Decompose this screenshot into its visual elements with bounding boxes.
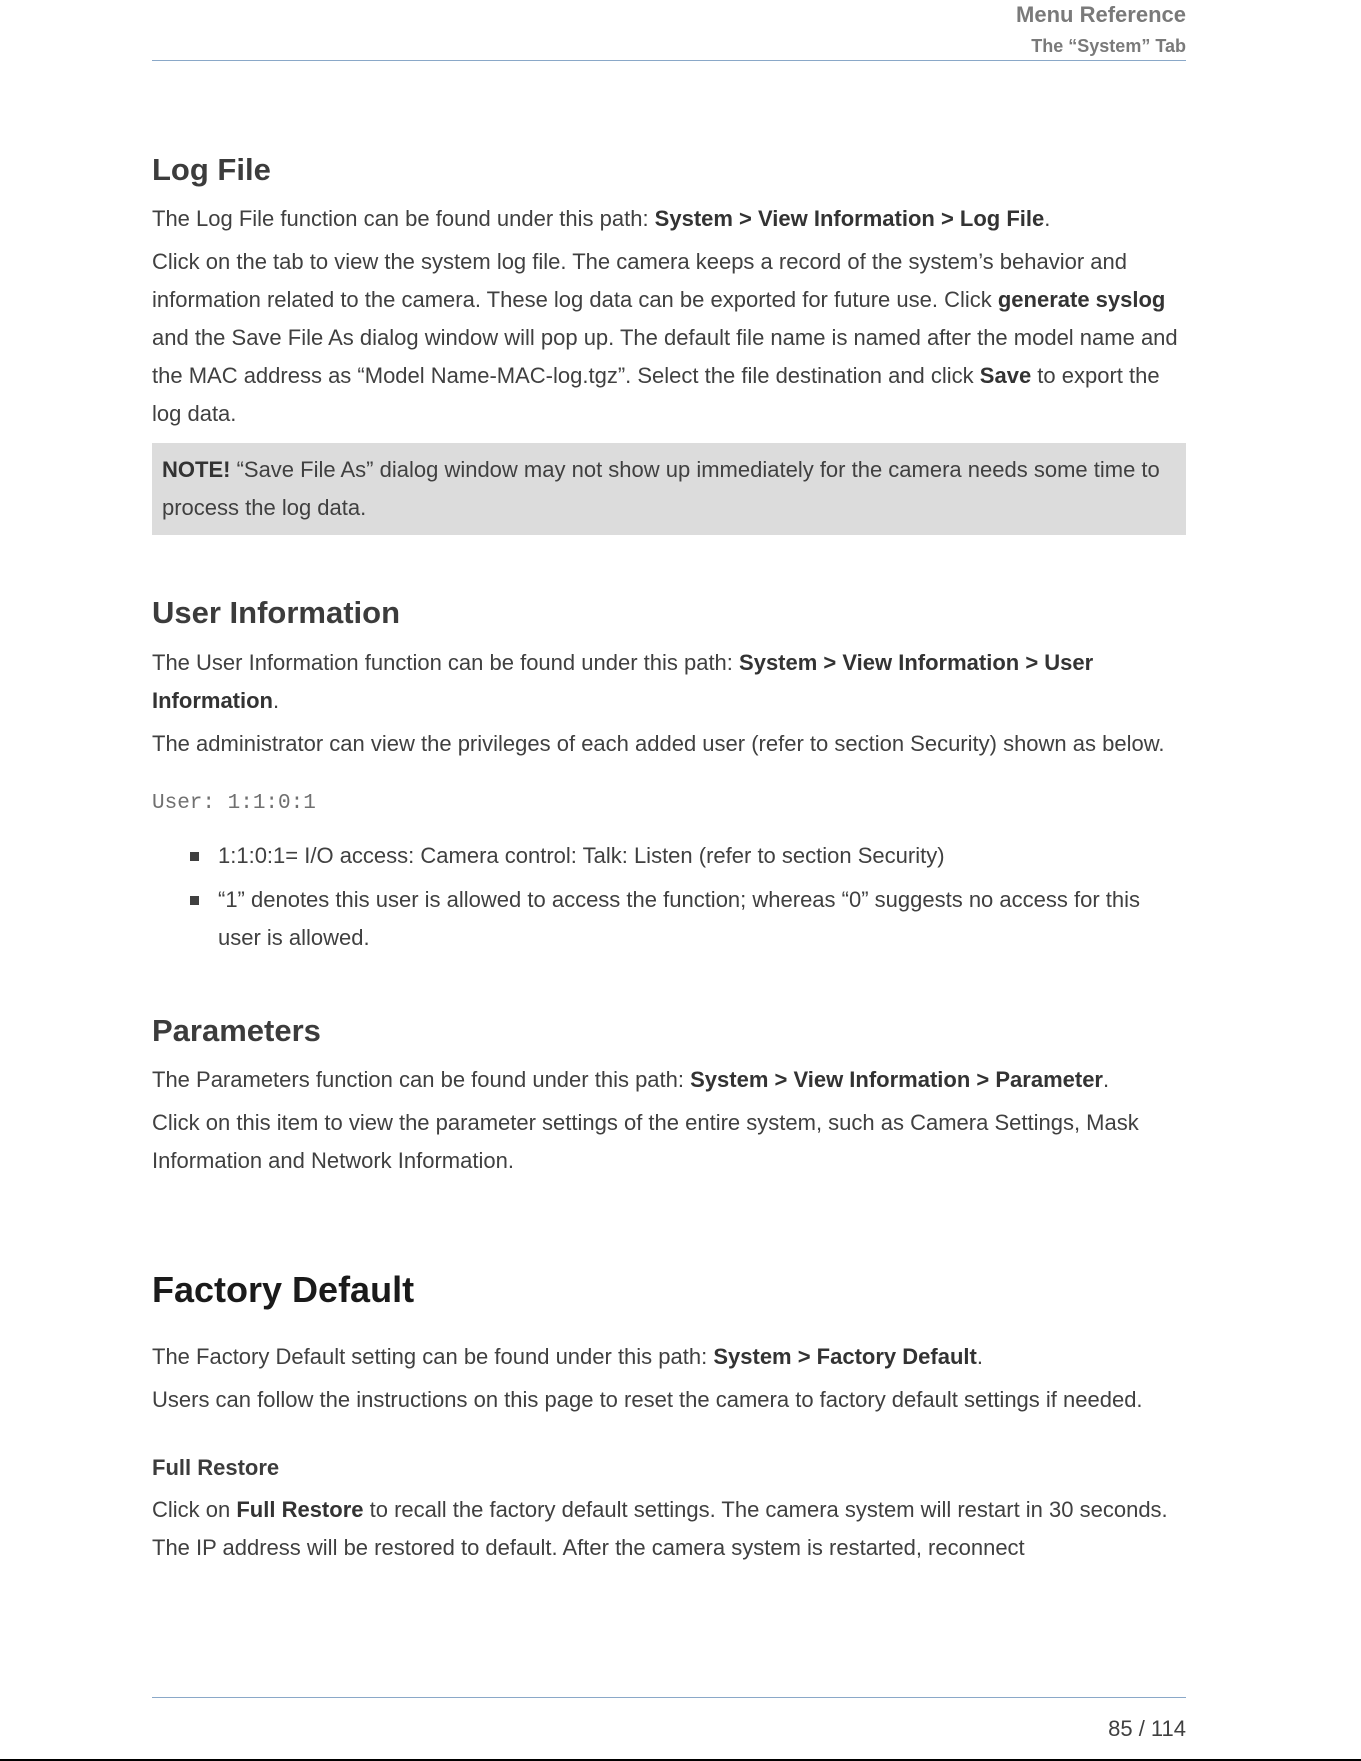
bullet-item: “1” denotes this user is allowed to access the function; whereas “0” suggests no access for this user is allowed. [218, 881, 1186, 957]
parameters-path-end: . [1103, 1066, 1110, 1092]
page-content [152, 150, 1186, 1572]
user-information-bullet-list [152, 837, 1186, 957]
log-file-path-end: . [1044, 206, 1051, 232]
full-restore-heading: Full Restore [152, 1454, 280, 1480]
parameters-path-paragraph [152, 1061, 1186, 1099]
log-file-body-text-2: and the Save File As dialog window will pop up. The default file name is named after the model name and the MAC address as “Model Name-MAC-log.tgz”. Select the file destination and click [152, 325, 1178, 389]
section-parameters [152, 1011, 1186, 1180]
factory-default-path: System > Factory Default [713, 1343, 977, 1369]
full-restore-body-text-1: Click on [152, 1496, 237, 1522]
log-file-body-text-1: Click on the tab to view the system log file. The camera keeps a record of the system’s behavior and information related to the camera. These log data can be exported for future use. Click [152, 249, 1128, 313]
header-subtitle: The “System” Tab [1031, 36, 1186, 56]
log-file-path: System > View Information > Log File [654, 206, 1045, 232]
factory-default-path-paragraph [152, 1338, 1186, 1376]
parameters-heading: Parameters [152, 1012, 321, 1048]
log-file-save: Save [979, 363, 1032, 389]
bullet-item: 1:1:0:1= I/O access: Camera control: Talk: Listen (refer to section Security) [218, 837, 1186, 875]
full-restore-body-text-2: to recall the factory default settings. The camera system will restart in 30 seconds. The IP address will be restored to default. After the camera system is restarted, reconnect [152, 1496, 1168, 1560]
user-code-sample: User: 1:1:0:1 [152, 791, 316, 815]
page-footer [152, 1697, 1186, 1741]
note-text: “Save File As” dialog window may not show up immediately for the camera needs some time to process the log data. [162, 457, 1160, 521]
factory-default-heading: Factory Default [152, 1268, 415, 1310]
user-information-body: The administrator can view the privileges of each added user (refer to section Security) shown as below. [152, 730, 1165, 756]
log-file-path-intro: The Log File function can be found under this path: [152, 206, 655, 232]
note-label: NOTE! [162, 457, 231, 483]
log-file-heading: Log File [152, 152, 271, 187]
user-information-path-intro: The User Information function can be found under this path: [152, 649, 740, 675]
user-information-path-paragraph [152, 644, 1186, 720]
factory-default-path-intro: The Factory Default setting can be found under this path: [152, 1343, 714, 1369]
section-factory-default [152, 1267, 1186, 1567]
header-title: Menu Reference [1016, 2, 1186, 27]
note-box [152, 443, 1186, 535]
page-number: 85 / 114 [1108, 1716, 1186, 1741]
section-user-information [152, 593, 1186, 956]
factory-default-path-end: . [976, 1343, 983, 1369]
user-information-path: System > View Information > User Information [152, 649, 1094, 713]
log-file-body [152, 243, 1186, 433]
parameters-path: System > View Information > Parameter [690, 1066, 1103, 1092]
full-restore-body [152, 1491, 1186, 1567]
parameters-body: Click on this item to view the parameter settings of the entire system, such as Camera Settings, Mask Information and Network Information. [152, 1109, 1139, 1173]
log-file-body-text-3: to export the log data. [152, 363, 1160, 427]
full-restore-bold: Full Restore [236, 1496, 364, 1522]
user-information-path-end: . [273, 687, 280, 713]
page-header [152, 0, 1186, 61]
user-information-heading: User Information [152, 595, 401, 631]
parameters-path-intro: The Parameters function can be found under this path: [152, 1066, 691, 1092]
section-log-file [152, 150, 1186, 535]
log-file-generate-syslog: generate syslog [997, 287, 1166, 313]
factory-default-body: Users can follow the instructions on this page to reset the camera to factory default settings if needed. [152, 1386, 1143, 1412]
log-file-path-paragraph [152, 200, 1186, 238]
